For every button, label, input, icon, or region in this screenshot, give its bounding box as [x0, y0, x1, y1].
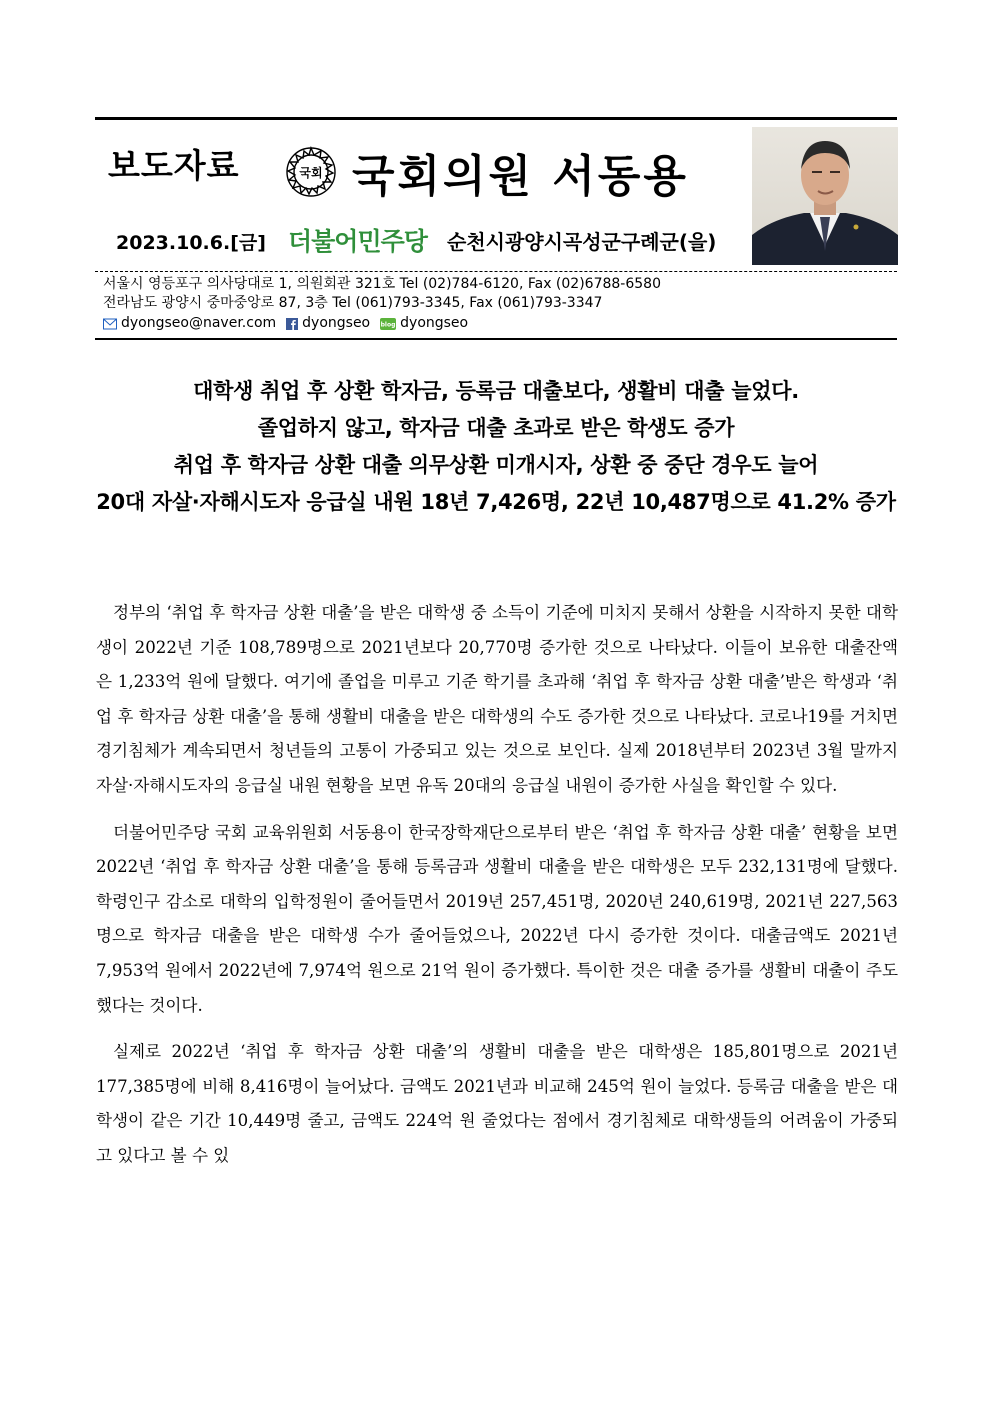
press-release-label: 보도자료 — [108, 146, 240, 185]
release-date: 2023.10.6.[금] — [116, 232, 266, 254]
contact-seoul-office: 서울시 영등포구 의사당대로 1, 의원회관 321호 Tel (02)784-6120, Fax (02)6788-6580 — [103, 276, 661, 292]
headline-4: 20대 자살·자해시도자 응급실 내원 18년 7,426명, 22년 10,487명으로 41.2% 증가 — [96, 490, 896, 514]
contact-online — [103, 315, 468, 332]
member-portrait — [752, 127, 898, 265]
paragraph-1: 정부의 ‘취업 후 학자금 상환 대출’을 받은 대학생 중 소득이 기준에 미치지 못해서 상환을 시작하지 못한 대학생이 2022년 기준 108,789명으로 2021년보다 20,770명 증가한 것으로 나타났다. 이들이 보유한 대출잔액은 1,233억 원에 달했다. 여기에 졸업을 미루고 기준 학기를 초과해 ‘취업 후 학자금 상환 대출’받은 학생과 ‘취업 후 학자금 상환 대출’을 통해 생활비 대출을 받은 대학생의 수도 증가한 것으로 나타났다. 코로나19를 거치면 경기침체가 계속되면서 청년들의 고통이 가중되고 있는 것으로 보인다. 실제 2018년부터 2023년 3월 말까지 자살·자해시도자의 응급실 내원 현황을 보면 유독 20대의 응급실 내원이 증가한 사실을 확인할 수 있다. — [96, 603, 898, 795]
paragraph-3: 실제로 2022년 ‘취업 후 학자금 상환 대출’의 생활비 대출을 받은 대학생은 185,801명으로 2021년 177,385명에 비해 8,416명이 늘어났다. 금액도 2021년과 비교해 245억 원이 늘었다. 등록금 대출을 받은 대학생이 같은 기간 10,449명 줄고, 금액도 224억 원 줄었다는 점에서 경기침체로 대학생들의 어려움이 가중되고 있다고 볼 수 있 — [96, 1042, 898, 1165]
member-title: 국회의원 서동용 — [352, 151, 689, 202]
blog-icon-text: blog — [380, 321, 396, 328]
party-name: 더불어민주당 — [288, 227, 427, 256]
article-body — [96, 596, 898, 1186]
facebook-icon — [286, 318, 298, 330]
national-assembly-emblem-icon — [285, 146, 337, 198]
headline-3: 취업 후 학자금 상환 대출 의무상환 미개시자, 상환 중 중단 경우도 늘어 — [173, 453, 819, 477]
district-name: 순천시광양시곡성군구례군(을) — [447, 230, 717, 254]
paragraph-2: 더불어민주당 국회 교육위원회 서동용이 한국장학재단으로부터 받은 ‘취업 후 학자금 상환 대출’ 현황을 보면 2022년 ‘취업 후 학자금 상환 대출’을 통해 등록금과 생활비 대출을 받은 대학생은 모두 232,131명에 달했다. 학령인구 감소로 대학의 입학정원이 줄어들면서 2019년 257,451명, 2020년 240,619명, 2021년 227,563명으로 학자금 대출을 받은 대학생 수가 줄어들었으나, 2022년 다시 증가한 것이다. 대출금액도 2021년 7,953억 원에서 2022년에 7,974억 원으로 21억 원이 증가했다. 특이한 것은 대출 증가를 생활비 대출이 주도했다는 것이다. — [96, 822, 898, 1015]
header-bottom-rule — [95, 338, 897, 340]
headline-1: 대학생 취업 후 상환 학자금, 등록금 대출보다, 생활비 대출 늘었다. — [193, 379, 799, 403]
blog-icon — [380, 318, 396, 330]
email-address[interactable]: dyongseo@naver.com — [121, 315, 277, 331]
envelope-icon — [103, 318, 117, 330]
headline-block — [95, 373, 897, 521]
header-divider-dotted — [95, 271, 897, 272]
contact-local-office: 전라남도 광양시 중마중앙로 87, 3층 Tel (061)793-3345, Fax (061)793-3347 — [103, 295, 603, 311]
facebook-handle[interactable]: dyongseo — [302, 315, 371, 331]
emblem-text: 국회 — [299, 166, 323, 180]
headline-2: 졸업하지 않고, 학자금 대출 초과로 받은 학생도 증가 — [257, 416, 735, 440]
blog-handle[interactable]: dyongseo — [400, 315, 469, 331]
top-rule — [95, 117, 897, 120]
